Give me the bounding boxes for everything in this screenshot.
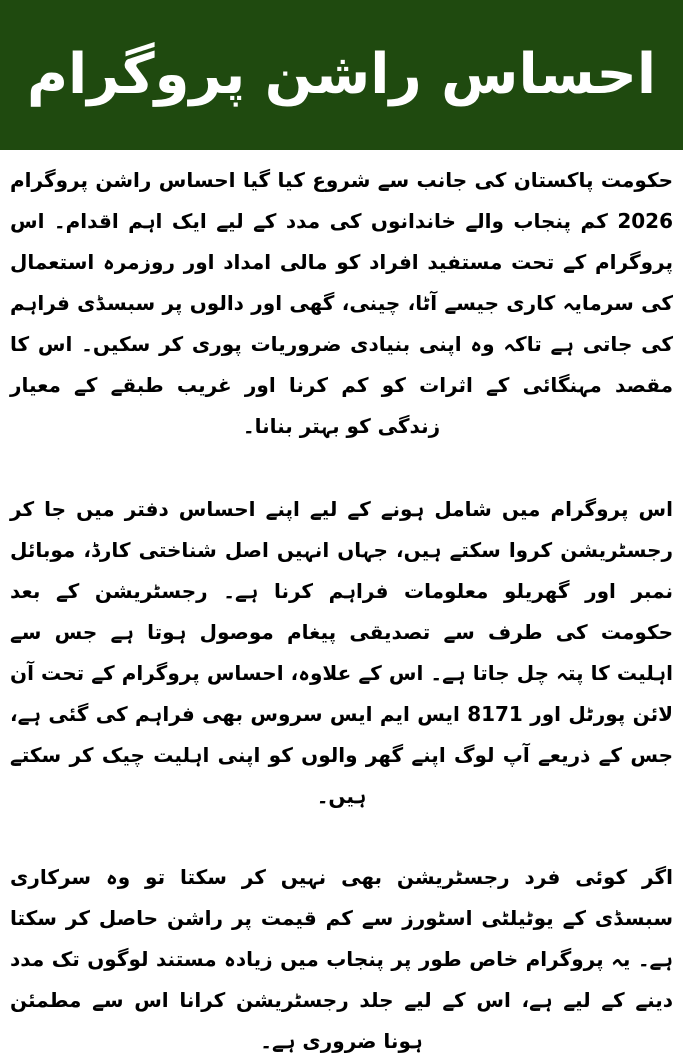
title-banner bbox=[0, 0, 683, 150]
paragraph-utility-store-option: اگر کوئی فرد رجسٹریشن بھی نہیں کر سکتا تو وہ سرکاری سبسڈی کے یوٹیلٹی اسٹورز سے کم قیمت پر راشن حاصل کر سکتا ہے۔ یہ پروگرام خاص طور پر پنجاب میں زیادہ مستند لوگوں تک مدد دینے کے لیے ہے، اس کے لیے جلد رجسٹریشن کرانا اس سے مطمئن ہونا ضروری ہے۔ bbox=[10, 865, 673, 1053]
paragraph-program-overview: حکومت پاکستان کی جانب سے شروع کیا گیا احساس راشن پروگرام 2026 کم پنجاب والے خاندانوں کی مدد کے لیے ایک اہم اقدام۔ اس پروگرام کے تحت مستفید افراد کو مالی امداد اور روزمرہ استعمال کی سرمایہ کاری جیسے آٹا، چینی، گھی اور دالوں پر سبسڈی فراہم کی جاتی ہے تاکہ وہ اپنی بنیادی ضروریات پوری کر سکیں۔ اس کا مقصد مہنگائی کے اثرات کو کم کرنا اور غریب طبقے کے معیار زندگی کو بہتر بنانا۔ bbox=[10, 168, 673, 438]
article-body bbox=[10, 160, 673, 1062]
page-title: احساس راشن پروگرام bbox=[26, 42, 657, 107]
paragraph-registration-process: اس پروگرام میں شامل ہونے کے لیے اپنے احساس دفتر میں جا کر رجسٹریشن کروا سکتے ہیں، جہاں انہیں اصل شناختی کارڈ، موبائل نمبر اور گھریلو معلومات فراہم کرنا ہے۔ رجسٹریشن کے بعد حکومت کی طرف سے تصدیقی پیغام موصول ہوتا ہے جس سے اہلیت کا پتہ چل جاتا ہے۔ اس کے علاوہ، احساس پروگرام کے تحت آن لائن پورٹل اور 8171 ایس ایم ایس سروس بھی فراہم کی گئی ہے، جس کے ذریعے آپ لوگ اپنے گھر والوں کو اپنی اہلیت چیک کر سکتے ہیں۔ bbox=[10, 497, 673, 808]
